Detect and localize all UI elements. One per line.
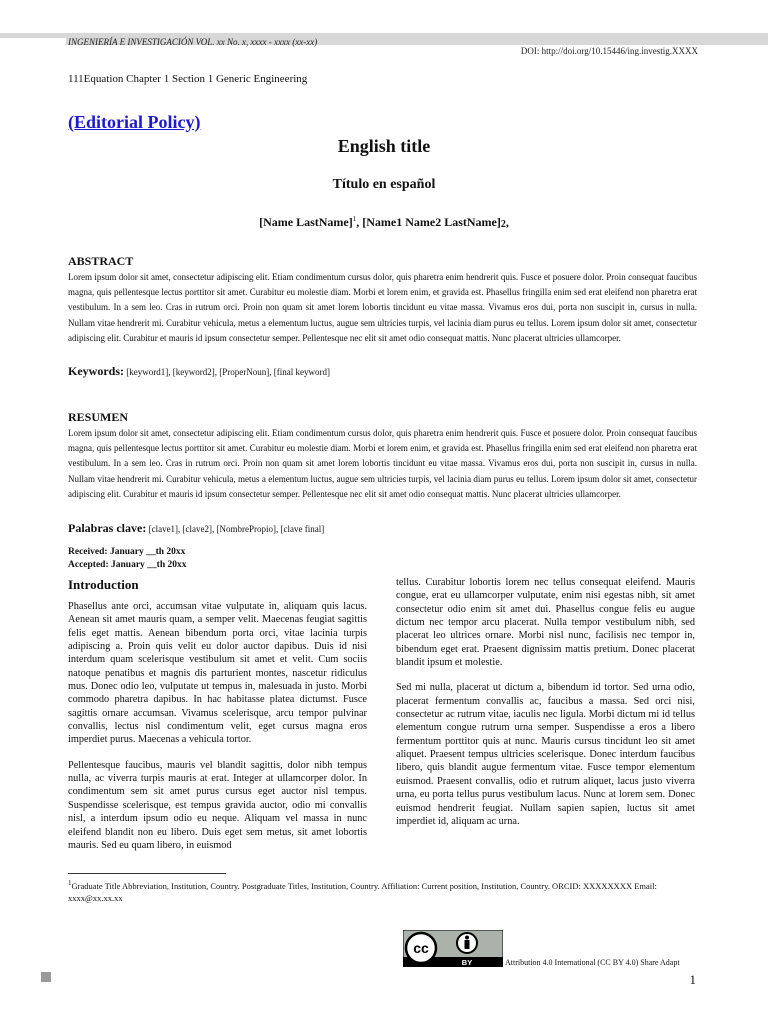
keywords-label: Keywords: [68, 364, 124, 378]
resumen-heading: RESUMEN [68, 410, 129, 424]
keywords-line [68, 364, 330, 379]
intro-paragraph-4: Sed mi nulla, placerat ut dictum a, bibendum id tortor. Sed urna odio, placerat fermentum convallis ac, faucibus a massa. Sed orci nisi, consectetur ac rutrum vitae, iaculis nec ligula. Morbi dictum mi id tellus elementum congue rutrum urna semper. Suspendisse a eros a libero fermentum porttitor quis at nunc. Mauris cursus tincidunt leo sit amet aliquet. Praesent tempus ultricies scelerisque. Donec interdum faucibus libero, quis blandit augue fermentum vitae. Fusce tempor elementum euismod. Praesent convallis, odio et rutrum aliquet, lacus justo viverra urna, eu porta tellus purus vestibulum lacus. Nunc at lorem sem. Donec euismod hendrerit feugiat. Nullam sapien sapien, luctus sit amet imperdiet id, aliquam ac urna. [396, 682, 695, 827]
author-1-affiliation: 1 [352, 215, 357, 223]
author-separator: , [356, 215, 363, 229]
body-column-left [68, 600, 367, 864]
palabras-clave-label: Palabras clave: [68, 521, 147, 535]
author-1: [Name LastName] [259, 215, 353, 229]
person-icon [465, 936, 469, 940]
license-text: Attribution 4.0 International (CC BY 4.0) Share Adapt [505, 958, 680, 967]
cc-badge-label: cc [413, 940, 429, 956]
footnote [68, 877, 698, 904]
doi-line: DOI: http://doi.org/10.15446/ing.investig.XXXX [520, 46, 698, 56]
title-english: English title [337, 136, 431, 156]
footnote-marker: 1 [68, 879, 72, 887]
accepted-date: Accepted: January __th 20xx [68, 560, 187, 570]
intro-paragraph-1: Phasellus ante orci, accumsan vitae vulputate in, aliquam quis lacus. Aenean sit amet mauris quam, a semper velit. Maecenas feugiat sagittis felis eget mattis. Aenean bibendum porta orci, vitae lacinia turpis adipiscing a. Proin quis velit eu dolor auctor dapibus. Duis id nisi interdum quam scelerisque vestibulum sit amet et velit. Cum sociis natoque penatibus et magnis dis parturient montes, nascetur ridiculus mus. Donec odio leo, vulputate ut tempus in, malesuada in justo. Morbi commodo pharetra dapibus. In hac habitasse platea dictumst. Fusce sagittis ornare accumsan. Vivamus scelerisque, arcu tempor pulvinar convallis, lectus nisl condimentum velit, eget cursus magna eros imperdiet purus. Maecenas a vehicula tortor. [68, 601, 367, 746]
corner-square-marker [41, 972, 51, 982]
author-tail: , [505, 215, 509, 229]
journal-header: INGENIERÍA E INVESTIGACIÓN VOL. xx No. x, xxxx - xxxx (xx-xx) [68, 37, 318, 47]
authors-line [0, 215, 768, 230]
cc-by-license-badge[interactable] [403, 930, 503, 967]
by-badge-label: BY [461, 958, 473, 967]
keywords-values: [keyword1], [keyword2], [ProperNoun], [final keyword] [124, 367, 330, 377]
author-2-affiliation: 2 [500, 219, 506, 230]
title-spanish: Título en español [332, 177, 436, 192]
introduction-heading: Introduction [68, 577, 139, 592]
palabras-clave-values: [clave1], [clave2], [NombrePropio], [clave final] [146, 524, 325, 534]
footnote-rule [68, 873, 226, 874]
body-column-right [396, 576, 695, 840]
footnote-text: Graduate Title Abbreviation, Institution, Country. Postgraduate Titles, Institution, Country. Affiliation: Current position, Institution, Country. ORCID: XXXXXXXX Email: xxxx@xx.xx.xx [68, 880, 657, 903]
resumen-text: Lorem ipsum dolor sit amet, consectetur adipiscing elit. Etiam condimentum cursus dolor, quis pharetra enim hendrerit quis. Fusce et posuere dolor. Proin consequat faucibus magna, quis pellentesque lectus porttitor sit amet. Curabitur eu molestie diam. Morbi et lorem enim, et gravida est. Phasellus fringilla enim sed erat eleifend non pharetra erat vestibulum. In a sem leo. Cras in rutrum orci. Proin non quam sit amet lorem lobortis tincidunt eu vitae massa. Vivamus eros dui, porta non suscipit in, cursus in nulla. Nullam vitae hendrerit mi. Curabitur vehicula, metus a elementum luctus, augue sem ultricies turpis, vel lacinia diam purus eu tellus. Lorem ipsum dolor sit amet, consectetur adipiscing elit. Curabitur et mauris id ipsum consectetur semper. Pellentesque nec elit sit amet odio consequat mattis. Nunc placerat ultricies ullamcorper. [68, 428, 697, 499]
palabras-clave-line [68, 521, 324, 536]
intro-paragraph-2: Pellentesque faucibus, mauris vel blandit sagittis, dolor nibh tempus nulla, ac viverra turpis mauris at erat. Integer at ullamcorper dolor. In condimentum sem sit amet purus cursus eget auctor nisl tempus. Suspendisse scelerisque, est tempus gravida auctor, odio mi convallis nisl, a interdum ipsum odio eu neque. Aliquam vel massa in nunc eleifend blandit non eu libero. Duis eget sem metus, sit amet lobortis mauris. Sed eu quam libero, in euismod [68, 759, 367, 851]
author-2: [Name1 Name2 LastName] [362, 215, 501, 229]
received-date: Received: January __th 20xx [68, 547, 186, 557]
intro-paragraph-3: tellus. Curabitur lobortis lorem nec tellus consequat eleifend. Mauris congue, erat eu ullamcorper vulputate, enim nisi egestas nibh, sit amet consectetur odio enim sit amet dui. Phasellus congue felis eu augue dictum nec tempor arcu placerat. Nulla tempor vestibulum nibh, sed placerat leo ultrices ornare. Morbi nisl nunc, facilisis nec tempor in, bibendum eget erat. Praesent dignissim mattis pretium. Donec placerat blandit ipsum et molestie. [396, 577, 695, 669]
abstract-heading: ABSTRACT [68, 254, 134, 268]
editorial-policy-link[interactable]: (Editorial Policy) [68, 112, 201, 132]
equation-chapter-line: 111Equation Chapter 1 Section 1 Generic Engineering [68, 73, 308, 85]
dates-block [68, 546, 186, 572]
abstract-text: Lorem ipsum dolor sit amet, consectetur adipiscing elit. Etiam condimentum cursus dolor, quis pharetra enim hendrerit quis. Fusce et posuere dolor. Proin consequat faucibus magna, quis pellentesque lectus porttitor sit amet. Curabitur eu molestie diam. Morbi et lorem enim, et gravida est. Phasellus fringilla enim sed erat eleifend non pharetra erat vestibulum. In a sem leo. Cras in rutrum orci. Proin non quam sit amet lorem lobortis tincidunt eu vitae massa. Vivamus eros dui, porta non suscipit in, cursus in nulla. Nullam vitae hendrerit mi. Curabitur vehicula, metus a elementum luctus, augue sem ultricies turpis, vel lacinia diam purus eu tellus. Lorem ipsum dolor sit amet, consectetur adipiscing elit. Curabitur et mauris id ipsum consectetur semper. Pellentesque nec elit sit amet odio consequat mattis. Nunc placerat ultricies ullamcorper. [68, 272, 697, 343]
page-number: 1 [689, 972, 696, 987]
